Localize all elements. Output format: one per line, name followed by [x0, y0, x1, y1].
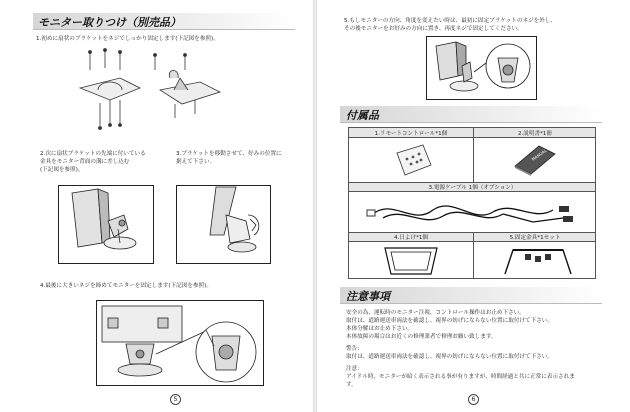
caution-line2: 取付は、道路運送車両法を確認し、視界の妨げにならない位置に取付けて下さい。 [346, 318, 553, 324]
note-line2: す。 [346, 382, 357, 388]
caution-line4: 本体故障の場合はお近くの修理業者で修理お願い致します。 [346, 334, 497, 340]
warning-label: 警告: [346, 346, 360, 352]
accessories-table [348, 127, 596, 279]
step3-illustration [176, 185, 271, 264]
power-cable-icon [363, 192, 587, 232]
manual-cover-text: MANUAL [530, 147, 548, 162]
step2-line2: 金具をモニター背面の溝に差し込む [40, 159, 130, 165]
accessories-title: 付属品 [346, 109, 379, 122]
remote-control-icon [393, 143, 433, 177]
warning-text: 取付は、道路運送車両法を確認し、視界の妨げにならない位置に取付けて下さい。 [346, 354, 553, 360]
step4-illustration [96, 300, 264, 386]
accessories-title-bar [340, 106, 602, 123]
step3-line1: 3.ブラケットを移動させて、好みの位置に [176, 151, 282, 157]
mounting-title: モニター取りつけ（別売品） [38, 16, 181, 29]
page-number-5: 5 [170, 394, 181, 405]
step2-illustration [58, 185, 154, 264]
step3-line2: 据えて下さい。 [176, 159, 216, 165]
bracket-assembly-illustration [70, 48, 240, 138]
page-number-6: 6 [468, 394, 479, 405]
caution-line3: 本体分解はお止め下さい。 [346, 326, 414, 332]
note-line1: アイドル時、モニターが暗く表示される事が有りますが、時間経過と共に正常に表示されま [346, 374, 575, 380]
caution-title: 注意事項 [346, 290, 390, 303]
caution-line1: 安全の為、運転時のモニター注視、コントロール操作はお止め下さい。 [346, 310, 525, 316]
accessory-cable-label: 3.電源ケーブル 1個（オプション） [428, 185, 517, 191]
step2-line3: (下記図を参照)。 [40, 167, 84, 173]
manual-icon [509, 142, 559, 178]
step4-text: 4.最後に大きいネジを締めてモニターを固定します(下記図を参照)。 [40, 283, 212, 289]
accessory-mount-label: 5.固定金具*1セット [509, 235, 561, 241]
step2-line1: 2.次に扇状ブラケットの先端に付いている [40, 151, 146, 157]
accessory-sunshade-label: 4.日よけ*1個 [393, 235, 429, 241]
step5-line1: 5.もしモニターの方向、角度を変えたい時は、最初に固定ブラケットのネジを外し、 [344, 18, 557, 24]
step1-text: 1.初めに扇状のブラケットをネジでしっかり固定します(下記図を参照)。 [36, 36, 219, 42]
step5-illustration [426, 36, 537, 100]
note-label: 注意: [346, 366, 360, 372]
step5-line2: その後モニターをお好みの方向に置き、再度ネジで固定してください。 [344, 26, 523, 32]
accessory-manual-label: 2.説明書*1冊 [517, 131, 553, 137]
sunshade-icon [381, 244, 441, 278]
mount-bracket-icon [499, 244, 579, 278]
accessory-remote-label: 1.リモートコントロール*1個 [374, 131, 448, 137]
